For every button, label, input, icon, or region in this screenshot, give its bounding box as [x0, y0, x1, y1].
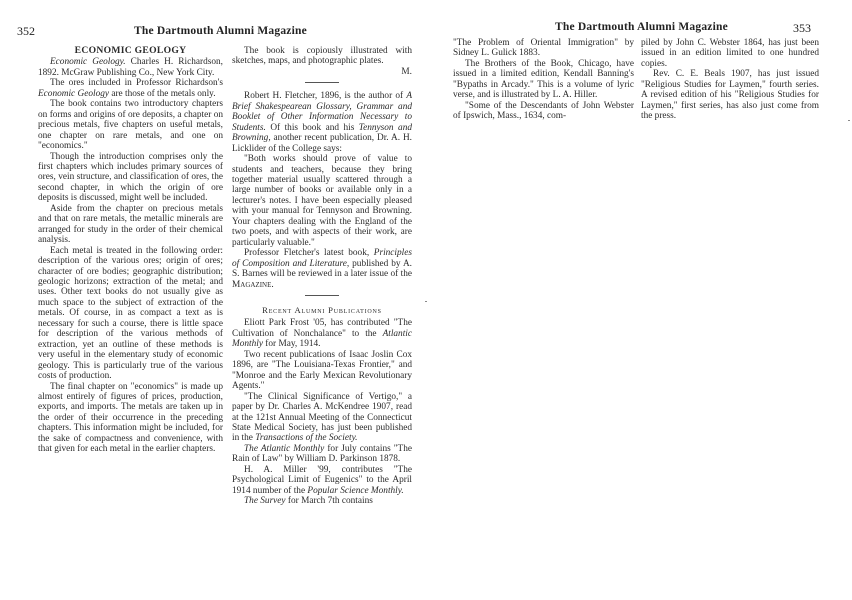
paragraph: Aside from the chapter on precious metals and that on rare metals, the metallic minerals are arranged for study in the order of their chemical analysis.: [38, 203, 223, 246]
column-right-page-left: [453, 38, 634, 122]
section-divider: [305, 82, 339, 83]
section-heading: Recent Alumni Publications: [262, 304, 382, 315]
paragraph: Eliott Park Frost '05, has contributed "The Cultivation of Nonchalance" to the Atlantic Monthly for May, 1914.: [232, 318, 412, 350]
paragraph: The book is copiously illustrated with sketches, maps, and photographic plates.: [232, 46, 412, 67]
left-page-number: 352: [17, 24, 35, 38]
paragraph: "Some of the Descendants of John Webster of Ipswich, Mass., 1634, com-: [453, 100, 634, 122]
paragraph: piled by John C. Webster 1864, has just been issued in an edition limited to one hundred copies.: [641, 38, 819, 69]
paragraph: "The Clinical Significance of Vertigo," a paper by Dr. Charles A. McKendree 1907, read at the 121st Annual Meeting of the Connecticut State Medical Society, has just been published in the Transactions of the Society.: [232, 391, 412, 444]
left-running-head: The Dartmouth Alumni Magazine: [134, 25, 307, 37]
paragraph: The Atlantic Monthly for July contains "The Rain of Law" by William D. Parkinson 1878.: [232, 443, 413, 465]
section-divider: [305, 295, 339, 296]
paragraph: "The Problem of Oriental Immigration" by Sidney L. Gulick 1883.: [453, 38, 634, 59]
book-citation: Economic Geology. Charles H. Richardson, 1892. McGraw Publishing Co., New York City.: [38, 57, 223, 78]
paragraph: The final chapter on "economics" is made up almost entirely of figures of prices, production, exports, and imports. The metals are taken up in the order of their occurrence in the preceding chapters. This information might be included, for the sake of compactness and convenience, with that given for each metal in the earlier chapters.: [38, 381, 223, 455]
paragraph: The book contains two introductory chapters on forms and origins of ore deposits, a chapter on precious metals, five chapters on useful metals, one chapter on rare metals, and one on "economics.": [38, 99, 223, 152]
paragraph: H. A. Miller '99, contributes "The Psychological Limit of Eugenics" to the April 1914 number of the Popular Science Monthly.: [232, 464, 412, 496]
column-reviews-publications: [232, 46, 412, 507]
reviewer-signature: M.: [401, 66, 412, 77]
paragraph: The ores included in Professor Richardson's Economic Geology are those of the metals only.: [38, 78, 223, 99]
article-heading: ECONOMIC GEOLOGY: [74, 45, 187, 56]
paragraph: Though the introduction comprises only the first chapters which includes primary sources of ores, vein structure, and classification of ores, the second chapter, in which the origin of ore deposits is discussed, might well be included.: [38, 151, 223, 204]
paragraph: Robert H. Fletcher, 1896, is the author of A Brief Shakespearean Glossary, Grammar and Booklet of Other Information Necessary to Students. Of this book and his Tennyson and Browning, another recent publication, Dr. A. H. Licklider of the College says:: [232, 91, 412, 154]
quotation: "Both works should prove of value to students and teachers, because they bring together material usually scattered through a large number of books or available only in a lecturer's notes. I have been especially pleased with your manual for Tennyson and Browning. Your chapters dealing with the England of the two poets, and with aspects of their work, are particularly valuable.": [232, 154, 412, 248]
paragraph: The Survey for March 7th contains: [244, 496, 373, 507]
column-right-page-right: [641, 38, 819, 122]
paragraph: Two recent publications of Isaac Joslin Cox 1896, are "The Louisiana-Texas Frontier," and "Monroe and the Early Mexican Revolutionary Agents.": [232, 349, 412, 392]
column-economic-geology: [38, 46, 223, 455]
paragraph: Professor Fletcher's latest book, Principles of Composition and Literature, published by A. S. Barnes will be reviewed in a later issue of the Magazine.: [232, 248, 412, 290]
paragraph: Rev. C. E. Beals 1907, has just issued "Religious Studies for Laymen," fourth series. A revised edition of his "Religious Studies for Laymen," first series, has also just come from the press.: [641, 69, 819, 122]
right-running-head: The Dartmouth Alumni Magazine: [555, 21, 728, 33]
paragraph: The Brothers of the Book, Chicago, have issued in a limited edition, Kendall Banning's "Bypaths in Arcady." This is a volume of lyric verse, and is illustrated by L. A. Hiller.: [453, 58, 634, 101]
right-page-number: 353: [793, 21, 811, 35]
paragraph: Each metal is treated in the following order: description of the various ores; origin of ores; character of ore bodies; geographic distribution; geologic horizons; extraction of the metal; and uses. Other text books do not usually give as much space to the subject of extraction of the metals. Of course, in as compact a text as is necessary for such a course, there is little space for description of the various methods of extraction, yet an outline of these methods is very useful in the elementary study of economic geology. This is particularly true of the various costs of production.: [38, 245, 223, 382]
scan-speck: [848, 120, 850, 121]
scan-speck: [425, 301, 427, 302]
